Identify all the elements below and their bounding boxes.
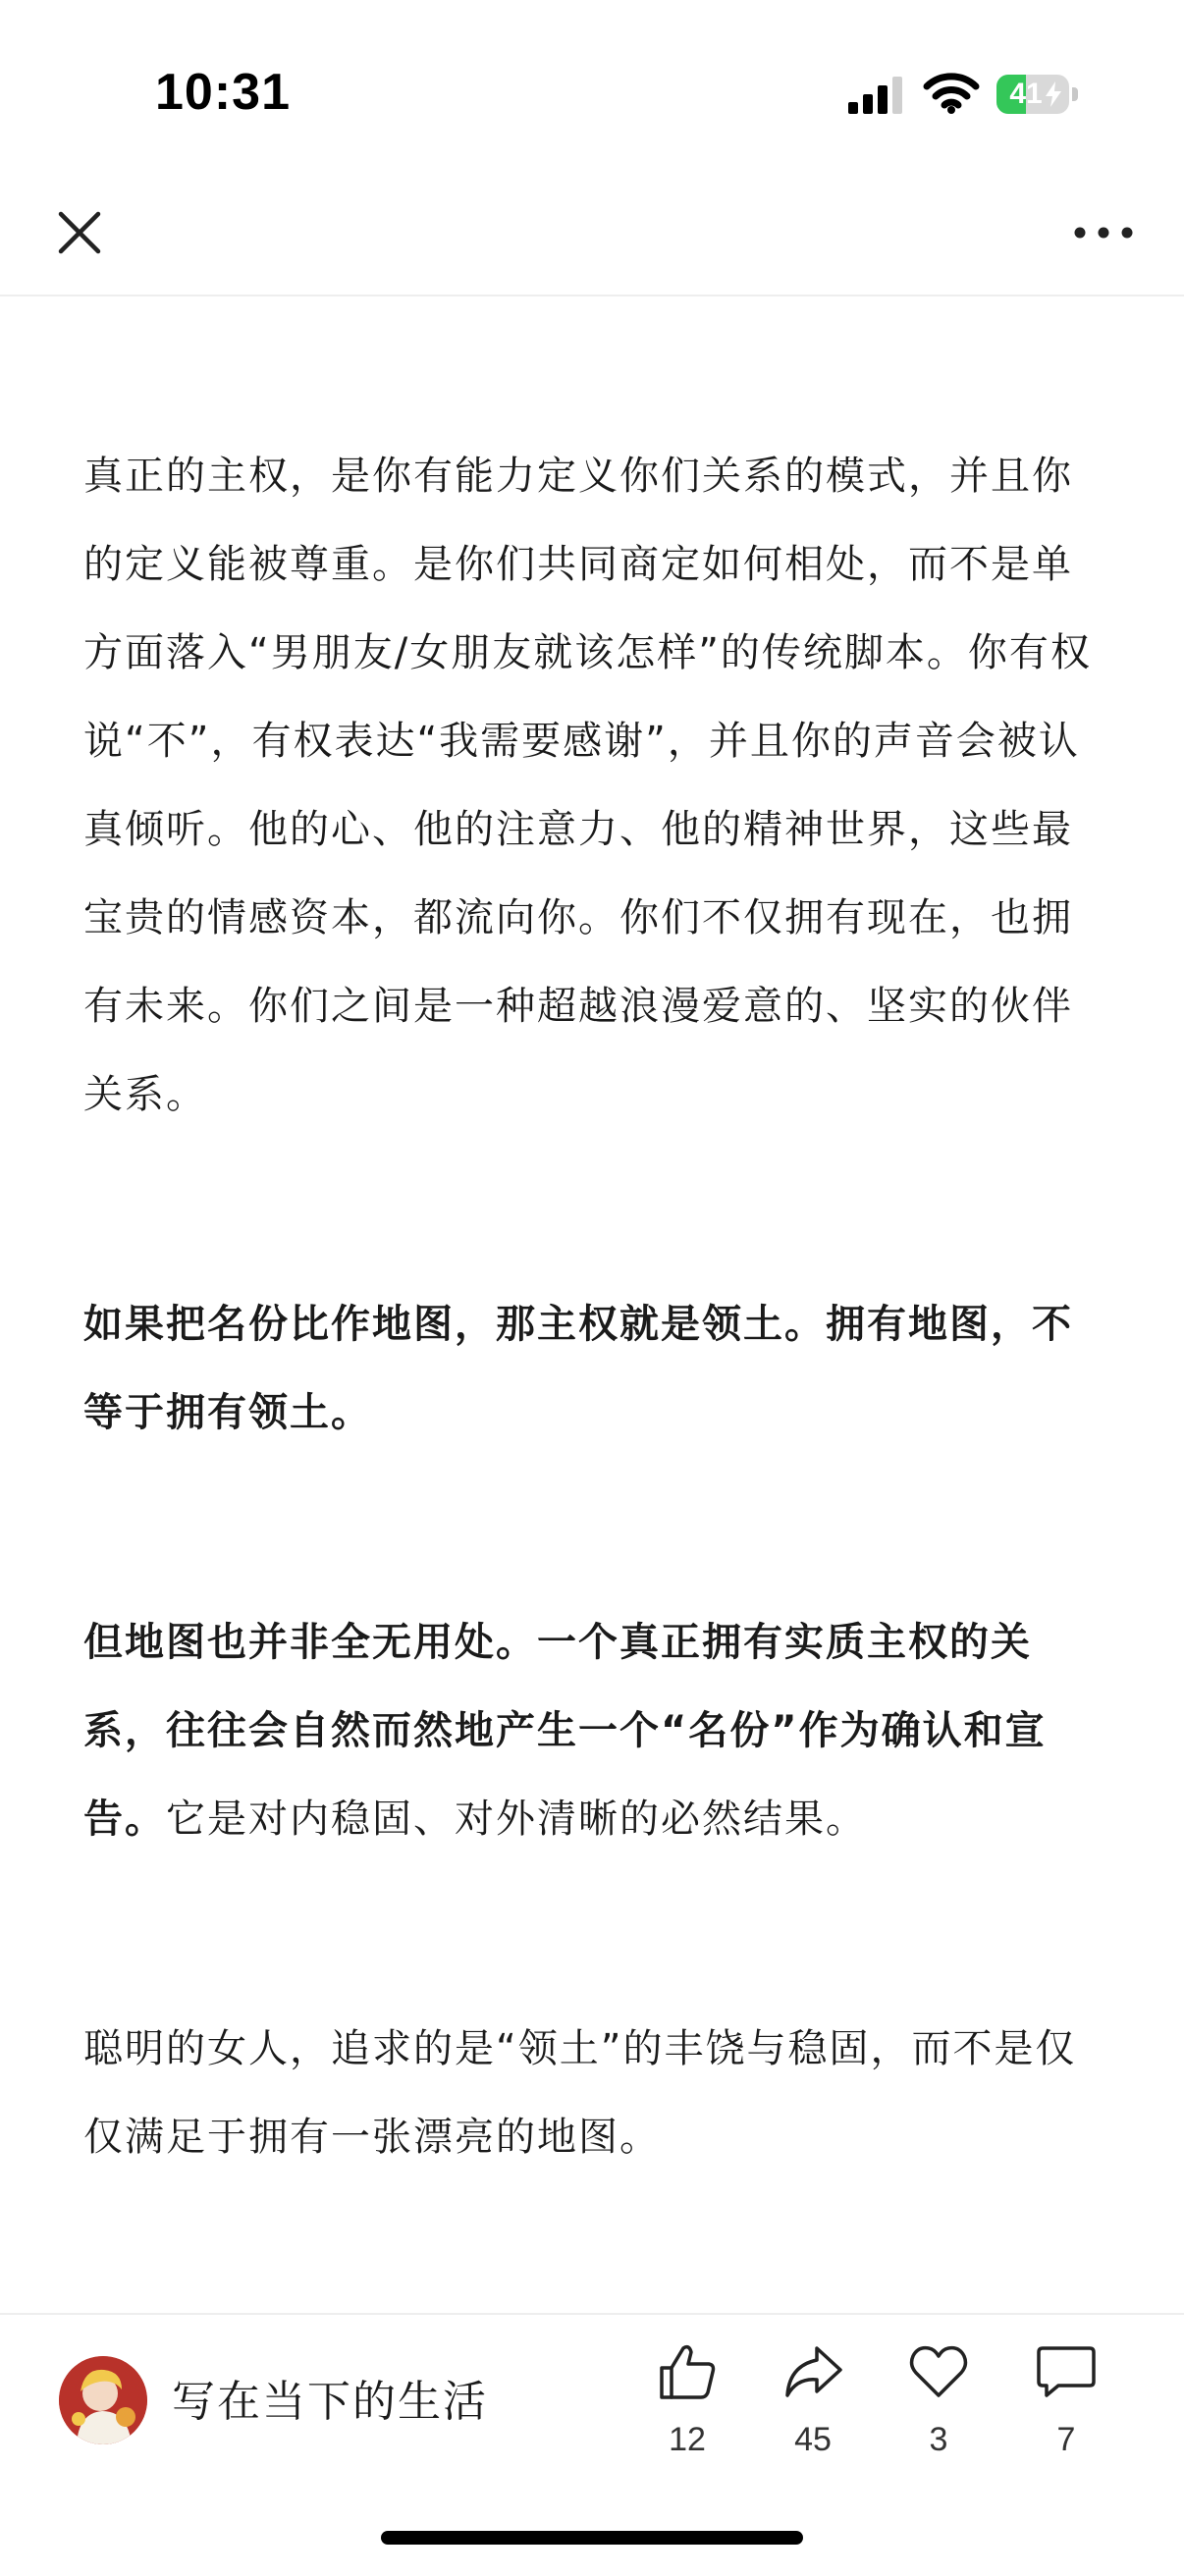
paragraph-spacer bbox=[83, 1863, 1104, 2005]
thumbs-up-icon bbox=[656, 2340, 719, 2403]
battery-body bbox=[996, 75, 1069, 114]
charging-bolt-icon bbox=[1046, 81, 1061, 107]
share-button[interactable] bbox=[759, 2340, 867, 2468]
top-nav bbox=[0, 187, 1184, 296]
close-icon[interactable] bbox=[49, 202, 110, 263]
bold-sentence: 但地图也并非全无用处。一个真正拥有实质主权的关系，往往会自然而然地产生一个“名份”作为确认和宣告。 bbox=[83, 1620, 1047, 1842]
heart-icon bbox=[907, 2340, 970, 2403]
status-bar bbox=[0, 0, 1184, 187]
status-time: 10:31 bbox=[155, 64, 291, 121]
favorite-button[interactable] bbox=[885, 2340, 993, 2468]
battery-level: 41 bbox=[1009, 78, 1043, 110]
home-indicator[interactable] bbox=[381, 2531, 803, 2545]
comment-count: 7 bbox=[1056, 2421, 1076, 2458]
battery-cap bbox=[1072, 87, 1078, 101]
account-name[interactable]: 写在当下的生活 bbox=[172, 2377, 488, 2427]
article-paragraph-bold: 如果把名份比作地图，那主权就是领土。拥有地图，不等于拥有领土。 bbox=[83, 1302, 1073, 1435]
paragraph-spacer bbox=[83, 1457, 1104, 1598]
share-count: 45 bbox=[794, 2421, 832, 2458]
article-body bbox=[83, 432, 1104, 2181]
avatar-image bbox=[59, 2356, 147, 2444]
share-icon bbox=[781, 2340, 844, 2403]
normal-sentence: 它是对内稳固、对外清晰的必然结果。 bbox=[166, 1797, 867, 1842]
cellular-signal-icon bbox=[848, 77, 903, 114]
paragraph-spacer bbox=[83, 1139, 1104, 1280]
like-count: 12 bbox=[669, 2421, 706, 2458]
favorite-count: 3 bbox=[929, 2421, 948, 2458]
article-paragraph: 真正的主权，是你有能力定义你们关系的模式，并且你的定义能被尊重。是你们共同商定如何相处，而不是单方面落入“男朋友/女朋友就该怎样”的传统脚本。你有权说“不”，有权表达“我需要感谢”，并且你的声音会被认真倾听。他的心、他的注意力、他的精神世界，这些最宝贵的情感资本，都流向你。你们不仅拥有现在，也拥有未来。你们之间是一种超越浪漫爱意的、坚实的伙伴关系。 bbox=[83, 454, 1092, 1117]
comment-button[interactable] bbox=[1012, 2340, 1120, 2468]
article-paragraph bbox=[83, 1598, 1104, 1863]
wifi-icon bbox=[923, 73, 980, 114]
battery-indicator bbox=[996, 75, 1079, 114]
article-paragraph: 聪明的女人，追求的是“领土”的丰饶与稳固，而不是仅仅满足于拥有一张漂亮的地图。 bbox=[83, 2026, 1077, 2160]
like-button[interactable] bbox=[633, 2340, 741, 2468]
more-icon[interactable] bbox=[1070, 210, 1137, 255]
avatar[interactable] bbox=[59, 2356, 147, 2444]
comment-icon bbox=[1035, 2340, 1098, 2403]
